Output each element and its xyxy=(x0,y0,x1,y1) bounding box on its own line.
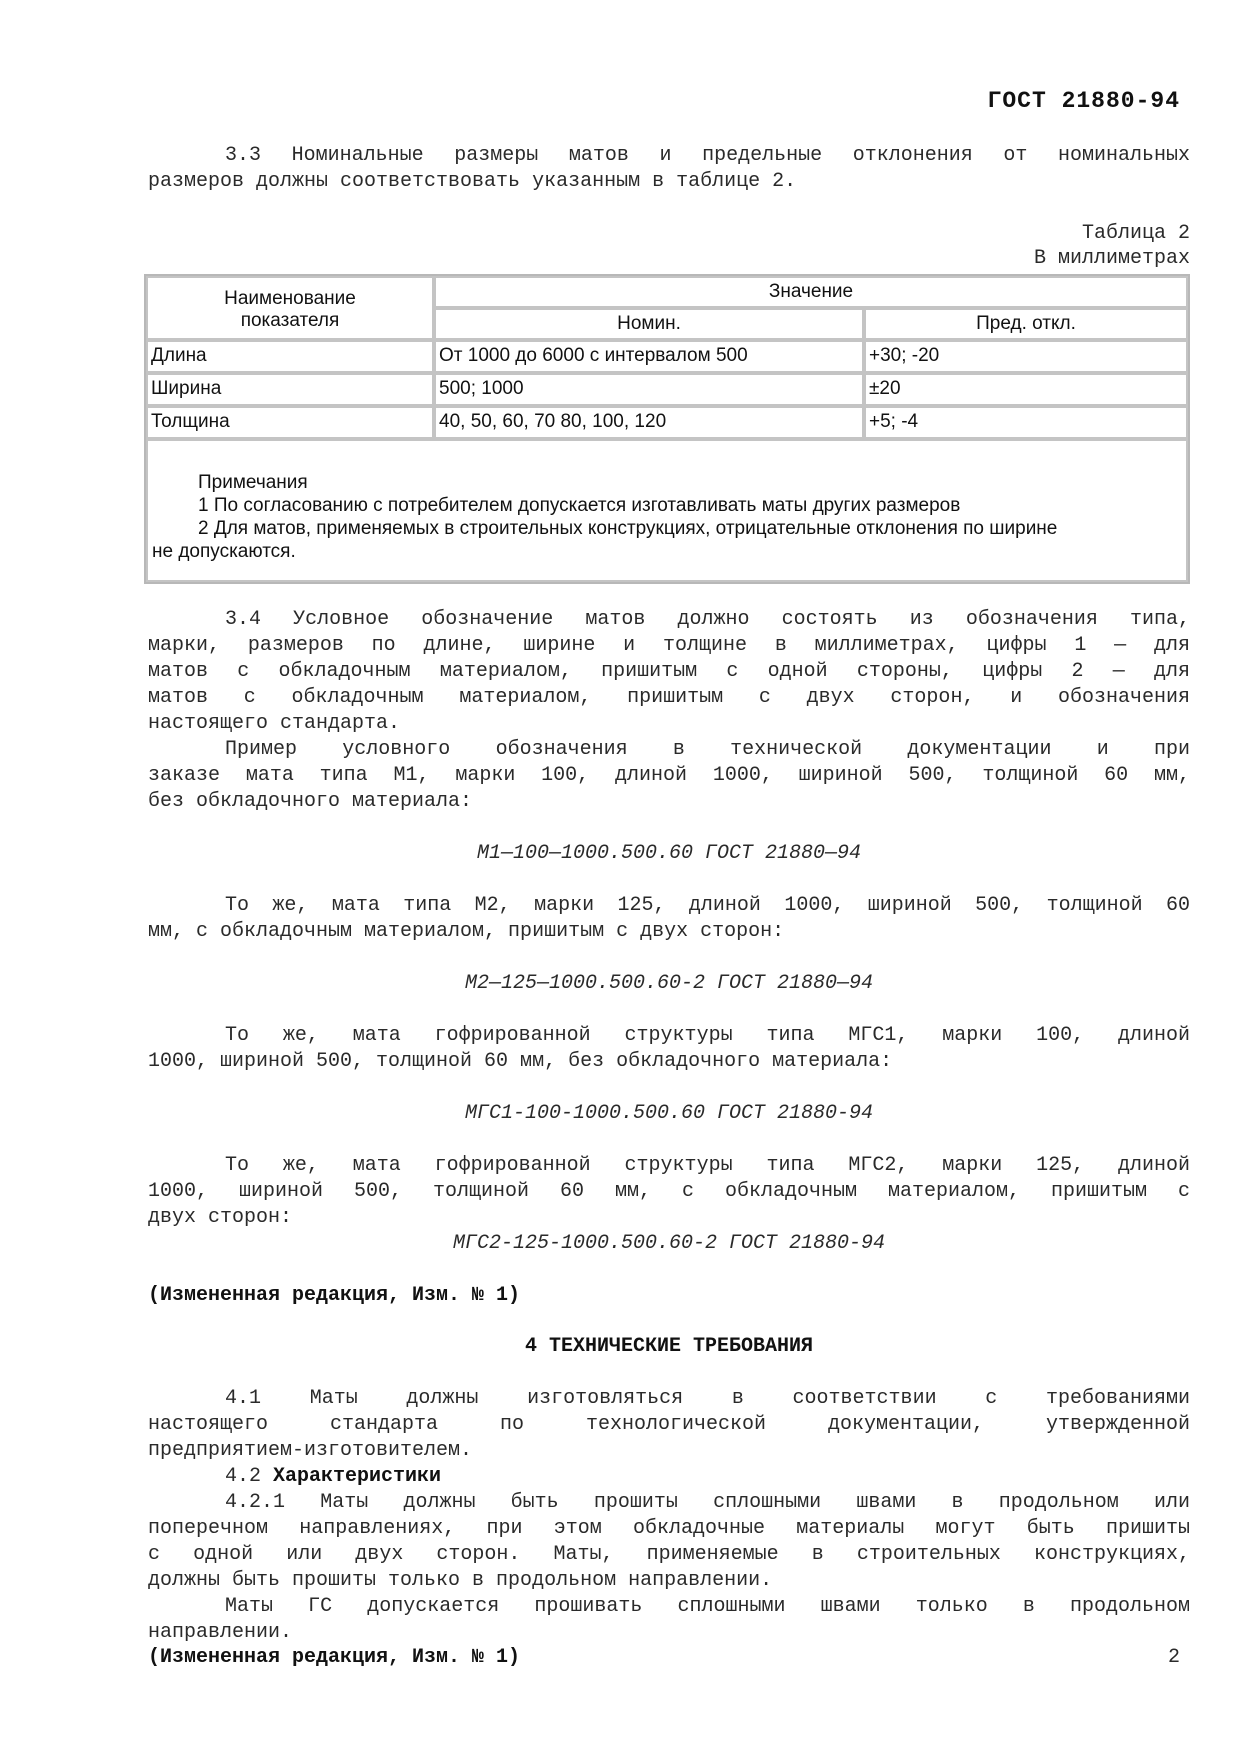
paragraph-3-4-line: 3.4 Условное обозначение матов должно состоять из обозначения типа, xyxy=(225,608,1190,631)
section-4-heading: 4 ТЕХНИЧЕСКИЕ ТРЕБОВАНИЯ xyxy=(524,1335,814,1358)
paragraph-3-4-line: матов с обкладочным материалом, пришитым с одной стороны, цифры 2 — для xyxy=(148,660,1190,683)
table-header-nominal: Номин. xyxy=(434,308,864,340)
table-cell-nominal: 500; 1000 xyxy=(434,373,864,406)
same-2-line: То же, мата типа М2, марки 125, длиной 1000, шириной 500, толщиной 60 xyxy=(225,894,1190,917)
paragraph-3-4-line: настоящего стандарта. xyxy=(148,712,401,735)
designation-example-2: М2—125—1000.500.60-2 ГОСТ 21880—94 xyxy=(464,972,874,995)
table-header-name xyxy=(146,276,434,340)
table-notes xyxy=(146,439,1188,582)
dimensions-table xyxy=(144,274,1190,584)
paragraph-4-2-1-line: с одной или двух сторон. Маты, применяемые в строительных конструкциях, xyxy=(148,1543,1190,1566)
paragraph-4-1-line: предприятием-изготовителем. xyxy=(148,1439,473,1462)
paragraph-same-3 xyxy=(148,1023,1190,1075)
same-3-line: То же, мата гофрированной структуры типа МГС1, марки 100, длиной xyxy=(225,1024,1190,1047)
paragraph-4-2-1-line: поперечном направлениях, при этом обкладочные материалы могут быть пришиты xyxy=(148,1517,1190,1540)
table-header-value: Значение xyxy=(434,276,1188,308)
paragraph-4-2-heading xyxy=(148,1464,1190,1490)
same-3-line: 1000, шириной 500, толщиной 60 мм, без обкладочного материала: xyxy=(148,1050,893,1073)
paragraph-same-2 xyxy=(148,893,1190,945)
note-1: 1 По согласованию с потребителем допускается изготавливать маты других размеров xyxy=(198,495,961,516)
table-cell-nominal: От 1000 до 6000 с интервалом 500 xyxy=(434,340,864,373)
designation-example-3: МГС1-100-1000.500.60 ГОСТ 21880-94 xyxy=(464,1102,874,1125)
paragraph-3-4-line: марки, размеров по длине, ширине и толщине в миллиметрах, цифры 1 — для xyxy=(148,634,1190,657)
same-2-line: мм, с обкладочным материалом, пришитым с двух сторон: xyxy=(148,920,785,943)
paragraph-4-2-title: Характеристики xyxy=(273,1465,442,1488)
revision-note-1: (Измененная редакция, Изм. № 1) xyxy=(148,1284,521,1307)
table-header-tolerance: Пред. откл. xyxy=(864,308,1188,340)
paragraph-gs-line: направлении. xyxy=(148,1621,293,1644)
designation-example-4: МГС2-125-1000.500.60-2 ГОСТ 21880-94 xyxy=(452,1232,886,1255)
paragraph-4-1-line: настоящего стандарта по технологической документации, утвержденной xyxy=(148,1413,1190,1436)
same-4-line: 1000, шириной 500, толщиной 60 мм, с обкладочным материалом, пришитым с xyxy=(148,1180,1190,1203)
table-cell-tolerance: ±20 xyxy=(864,373,1188,406)
example-line: без обкладочного материала: xyxy=(148,790,473,813)
same-4-line: двух сторон: xyxy=(148,1206,293,1229)
paragraph-4-1 xyxy=(148,1386,1190,1646)
table-header-name-line2: показателя xyxy=(240,310,340,331)
document-code: ГОСТ 21880-94 xyxy=(987,88,1180,114)
table-cell-nominal: 40, 50, 60, 70 80, 100, 120 xyxy=(434,406,864,439)
paragraph-3-4-line: матов с обкладочным материалом, пришитым с двух сторон, и обозначения xyxy=(148,686,1190,709)
table-cell-tolerance: +5; -4 xyxy=(864,406,1188,439)
paragraph-4-2-number: 4.2 xyxy=(225,1465,262,1488)
table-units: В миллиметрах xyxy=(1033,247,1190,270)
page-number: 2 xyxy=(1167,1646,1180,1669)
paragraph-gs-line: Маты ГС допускается прошивать сплошными швами только в продольном xyxy=(225,1595,1190,1618)
paragraph-4-1-line: 4.1 Маты должны изготовляться в соответствии с требованиями xyxy=(225,1387,1190,1410)
notes-title: Примечания xyxy=(198,472,308,493)
table-cell-tolerance: +30; -20 xyxy=(864,340,1188,373)
example-line: Пример условного обозначения в технической документации и при xyxy=(225,738,1190,761)
example-line: заказе мата типа М1, марки 100, длиной 1000, шириной 500, толщиной 60 мм, xyxy=(148,764,1190,787)
table-header-name-line1: Наименование xyxy=(224,288,356,309)
table-cell-name: Ширина xyxy=(146,373,434,406)
table-cell-name: Длина xyxy=(146,340,434,373)
note-2-line2: не допускаются. xyxy=(152,541,296,562)
paragraph-4-2-1-line: должны быть прошиты только в продольном направлении. xyxy=(148,1569,773,1592)
paragraph-3-3-line2: размеров должны соответствовать указанным в таблице 2. xyxy=(148,170,797,193)
table-caption: Таблица 2 xyxy=(1081,222,1190,245)
paragraph-same-4 xyxy=(148,1153,1190,1231)
paragraph-3-4 xyxy=(148,607,1190,815)
paragraph-3-3-line1: 3.3 Номинальные размеры матов и предельные отклонения от номинальных xyxy=(225,144,1190,167)
same-4-line: То же, мата гофрированной структуры типа МГС2, марки 125, длиной xyxy=(225,1154,1190,1177)
paragraph-4-2-1-line: 4.2.1 Маты должны быть прошиты сплошными швами в продольном или xyxy=(225,1491,1190,1514)
revision-note-2: (Измененная редакция, Изм. № 1) xyxy=(148,1646,521,1669)
note-2-line1: 2 Для матов, применяемых в строительных конструкциях, отрицательные отклонения по ширине xyxy=(198,518,1058,539)
designation-example-1: М1—100—1000.500.60 ГОСТ 21880—94 xyxy=(476,842,862,865)
table-cell-name: Толщина xyxy=(146,406,434,439)
